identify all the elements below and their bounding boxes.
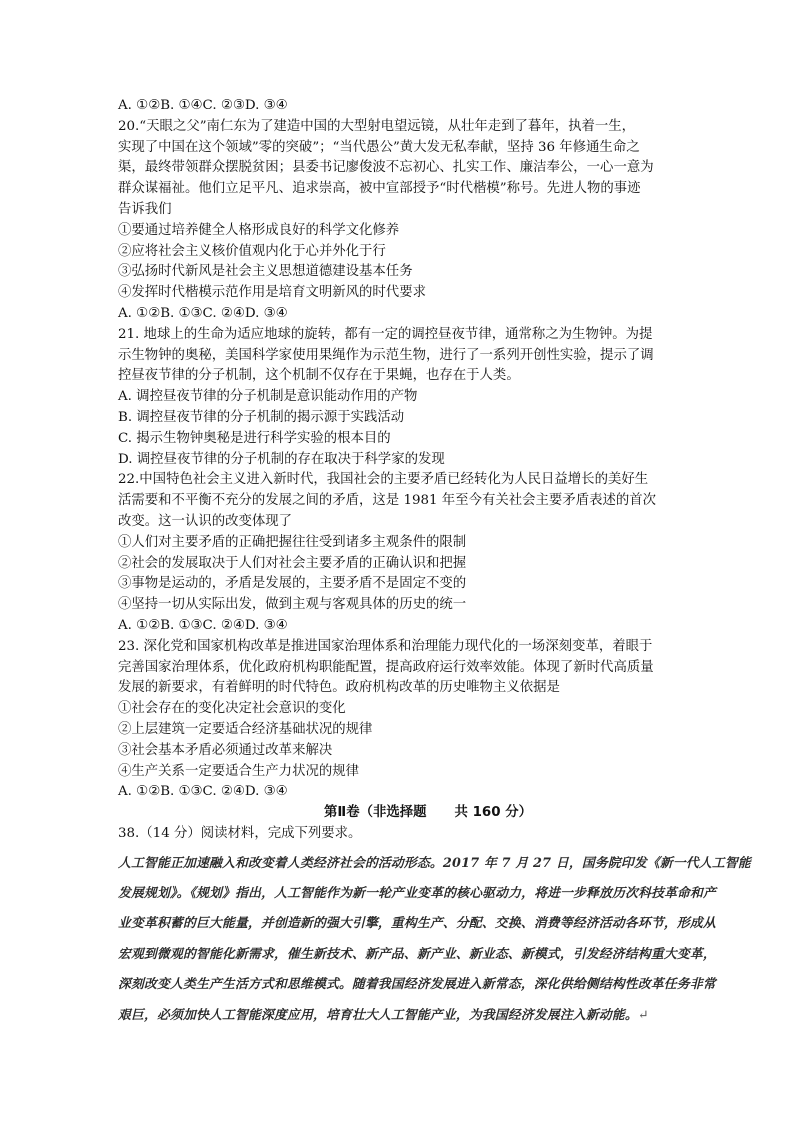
q23-option: ④生产关系一定要适合生产力状况的规律 bbox=[118, 763, 360, 779]
question-22 bbox=[118, 470, 684, 636]
section-2-title: 第Ⅱ卷（非选择题 共 160 分） bbox=[324, 805, 532, 821]
q38-intro: 38.（14 分）阅读材料，完成下列要求。 bbox=[118, 825, 362, 841]
q22-option: ②社会的发展取决于人们对社会主要矛盾的正确认识和把握 bbox=[118, 555, 467, 571]
q20-stem-line: 20.“天眼之父”南仁东为了建造中国的大型射电望远镜，从壮年走到了暮年，执着一生， bbox=[118, 118, 636, 134]
q22-option: ④坚持一切从实际出发，做到主观与客观具体的历史的统一 bbox=[118, 597, 467, 613]
q20-stem-line: 告诉我们 bbox=[118, 201, 172, 217]
question-38 bbox=[118, 824, 751, 1031]
material-line: 人工智能正加速融入和改变着人类经济社会的活动形态。2017 年 7 月 27 日，国务院印发《新一代人工智能 bbox=[118, 855, 751, 871]
q38-material bbox=[118, 849, 751, 1031]
material-last-line bbox=[118, 1001, 684, 1031]
q22-answer-options: A. ①②B. ①③C. ②④D. ③④ bbox=[118, 617, 288, 633]
q22-stem-line: 22.中国特色社会主义进入新时代，我国社会的主要矛盾已经转化为人民日益增长的美好生 bbox=[118, 472, 649, 488]
material-line: 艰巨，必须加快人工智能深度应用，培育壮大人工智能产业，为我国经济发展注入新动能。 bbox=[118, 1007, 638, 1023]
q23-stem-line: 完善国家治理体系，优化政府机构职能配置，提高政府运行效率效能。体现了新时代高质量 bbox=[118, 659, 654, 675]
q21-option-b: B. 调控昼夜节律的分子机制的揭示源于实践活动 bbox=[118, 409, 405, 425]
question-21 bbox=[118, 325, 684, 471]
q21-option-a: A. 调控昼夜节律的分子机制是意识能动作用的产物 bbox=[118, 389, 418, 405]
q20-stem-line: 实现了中国在这个领域”零的突破”；“当代愚公”黄大发无私奉献，坚持 36 年修通生命之 bbox=[118, 139, 640, 155]
q21-stem-line: 21. 地球上的生命为适应地球的旋转，都有一定的调控昼夜节律，通常称之为生物钟。为提 bbox=[118, 326, 653, 342]
q20-stem-line: 群众谋福祉。他们立足平凡、追求崇高，被中宣部授予“时代楷模”称号。先进人物的事迹 bbox=[118, 181, 641, 197]
q22-stem-line: 改变。这一认识的改变体现了 bbox=[118, 513, 293, 529]
question-23 bbox=[118, 637, 684, 803]
q19-answer-options: A. ①②B. ①④C. ②③D. ③④ bbox=[118, 98, 288, 113]
q23-option: ①社会存在的变化决定社会意识的变化 bbox=[118, 701, 346, 717]
q23-option: ②上层建筑一定要适合经济基础状况的规律 bbox=[118, 721, 373, 737]
exam-content bbox=[118, 96, 751, 1031]
q20-option: ④发挥时代楷模示范作用是培育文明新风的时代要求 bbox=[118, 285, 426, 301]
q23-stem-line: 发展的新要求，有着鲜明的时代特色。政府机构改革的历史唯物主义依据是 bbox=[118, 680, 560, 696]
q20-option: ③弘扬时代新风是社会主义思想道德建设基本任务 bbox=[118, 264, 413, 280]
q20-option: ②应将社会主义核价值观内化于心并外化于行 bbox=[118, 243, 386, 259]
q20-stem-line: 渠，最终带领群众摆脱贫困；县委书记廖俊波不忘初心、扎实工作、廉洁奉公，一心一意为 bbox=[118, 160, 654, 176]
q21-stem-line: 示生物钟的奥秘，美国科学家使用果绳作为示范生物，进行了一系列开创性实验，提示了调 bbox=[118, 347, 654, 363]
q22-stem-line: 活需要和不平衡不充分的发展之间的矛盾，这是 1981 年至今有关社会主要矛盾表述的首次 bbox=[118, 493, 657, 509]
q21-option-d: D. 调控昼夜节律的分子机制的存在取决于科学家的发现 bbox=[118, 451, 445, 467]
q21-option-c: C. 揭示生物钟奥秘是进行科学实验的根本目的 bbox=[118, 430, 391, 446]
material-line: 发展规划》。《规划》指出，人工智能作为新一轮产业变革的核心驱动力，将进一步释放历次科技革命和产 bbox=[118, 886, 717, 902]
q23-stem-line: 23. 深化党和国家机构改革是推进国家治理体系和治理能力现代化的一场深刻变革，着眼于 bbox=[118, 638, 653, 654]
material-line: 宏观到微观的智能化新需求，催生新技术、新产品、新产业、新业态、新模式，引发经济结构重大变革， bbox=[118, 946, 716, 962]
q23-option: ③社会基本矛盾必须通过改革来解决 bbox=[118, 742, 333, 758]
q21-stem-line: 控昼夜节律的分子机制，这个机制不仅存在于果蝇，也存在于人类。 bbox=[118, 368, 520, 384]
material-line: 业变革积蓄的巨大能量，并创造新的强大引擎，重构生产、分配、交换、消费等经济活动各环节，形成从 bbox=[118, 916, 716, 932]
q20-answer-options: A. ①②B. ①③C. ②④D. ③④ bbox=[118, 305, 288, 321]
material-line: 深刻改变人类生产生活方式和思维模式。随着我国经济发展进入新常态，深化供给侧结构性改革任务非常 bbox=[118, 977, 716, 993]
q22-option: ①人们对主要矛盾的正确把握往往受到诸多主观条件的限制 bbox=[118, 534, 467, 550]
q22-option: ③事物是运动的，矛盾是发展的，主要矛盾不是固定不变的 bbox=[118, 576, 467, 592]
q20-option: ①要通过培养健全人格形成良好的科学文化修养 bbox=[118, 222, 400, 238]
paragraph-mark-icon: ↵ bbox=[637, 1007, 649, 1023]
q23-answer-options: A. ①②B. ①③C. ②④D. ③④ bbox=[118, 784, 288, 800]
question-20 bbox=[118, 117, 684, 325]
